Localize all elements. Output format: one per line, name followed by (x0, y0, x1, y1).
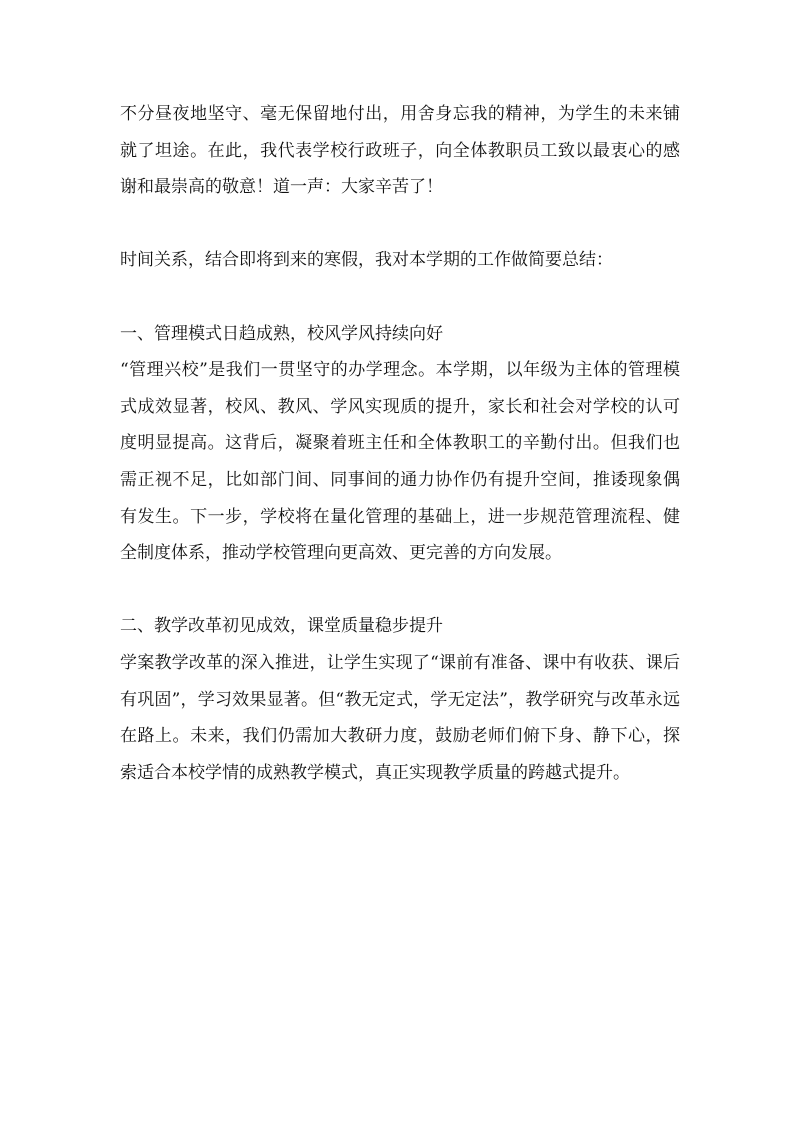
section-heading: 二、教学改革初见成效，课堂质量稳步提升 (120, 616, 443, 637)
document-body (120, 96, 680, 791)
paragraph-spacer (120, 279, 680, 316)
paragraph-spacer (120, 206, 680, 243)
transition-paragraph: 时间关系，结合即将到来的寒假，我对本学期的工作做简要总结： (120, 250, 613, 271)
paragraph-spacer (120, 572, 680, 609)
section-heading: 一、管理模式日趋成熟，校风学风持续向好 (120, 323, 443, 344)
section-body: 学案教学改革的深入推进，让学生实现了“课前有准备、课中有收获、课后有巩固”，学习效果显著。但“教无定式，学无定法”，教学研究与改革永远在路上。未来，我们仍需加大教研力度，鼓励老师们俯下身、静下心，探索适合本校学情的成熟教学模式，真正实现教学质量的跨越式提升。 (120, 652, 680, 783)
section-management (120, 316, 680, 572)
section-body: “管理兴校”是我们一贯坚守的办学理念。本学期，以年级为主体的管理模式成效显著，校风、教风、学风实现质的提升，家长和社会对学校的认可度明显提高。这背后，凝聚着班主任和全体教职工的辛勤付出。但我们也需正视不足，比如部门间、同事间的通力协作仍有提升空间，推诿现象偶有发生。下一步，学校将在量化管理的基础上，进一步规范管理流程、健全制度体系，推动学校管理向更高效、更完善的方向发展。 (120, 360, 680, 564)
intro-paragraph: 不分昼夜地坚守、毫无保留地付出，用舍身忘我的精神，为学生的未来铺就了坦途。在此，我代表学校行政班子，向全体教职员工致以最衷心的感谢和最崇高的敬意！道一声：大家辛苦了！ (120, 104, 680, 198)
section-teaching-reform (120, 608, 680, 791)
